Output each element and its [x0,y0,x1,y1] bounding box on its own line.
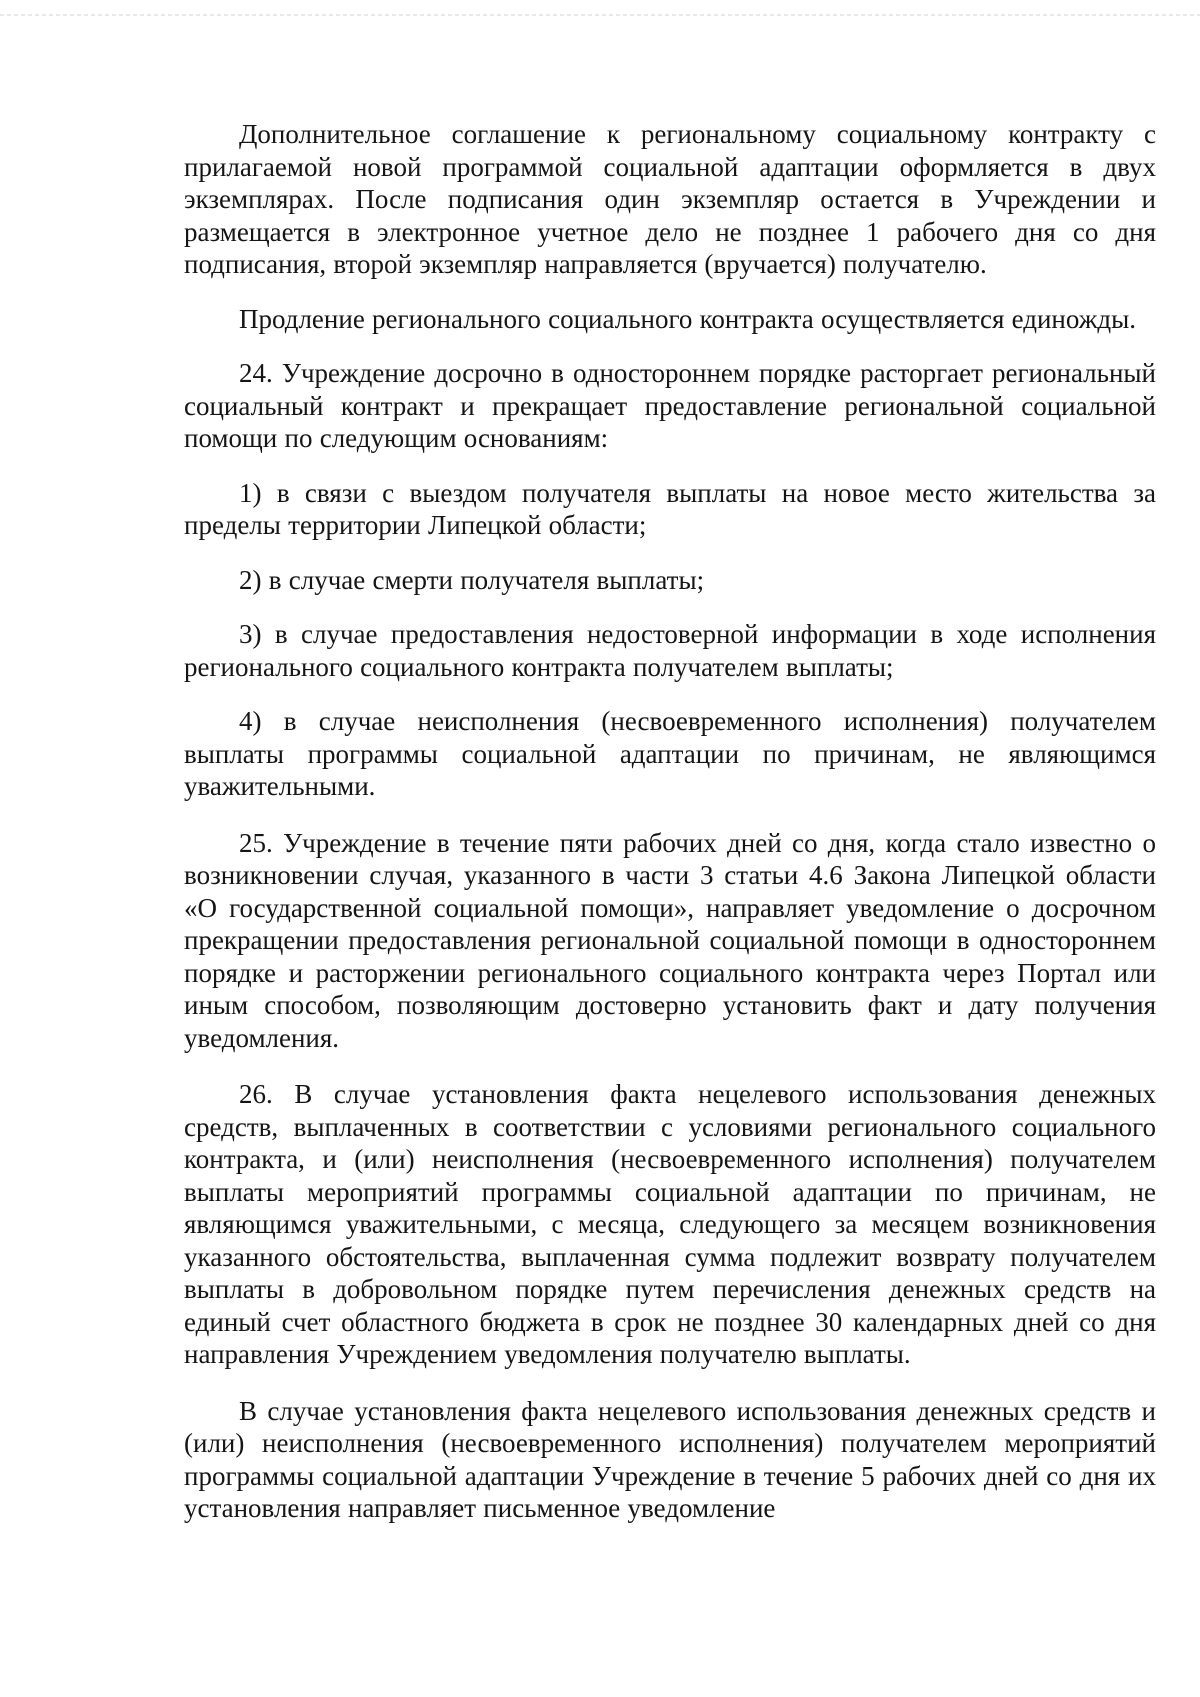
paragraph-clause-24: 24. Учреждение досрочно в одностороннем порядке расторгает региональный социальный контракт и прекращает предоставление региональной социальной помощи по следующим основаниям: [184,358,1156,453]
list-item-1: 1) в связи с выездом получателя выплаты на новое место жительства за пределы территории Липецкой области; [184,477,1156,540]
document-body [184,118,1156,1547]
paragraph-extension: Продление регионального социального контракта осуществляется единожды. [239,303,1136,334]
scan-edge [0,14,1200,16]
list-item-3: 3) в случае предоставления недостоверной информации в ходе исполнения регионального социального контракта получателем выплаты; [184,619,1156,682]
paragraph-misuse-notice: В случае установления факта нецелевого использования денежных средств и (или) неисполнения (несвоевременного исполнения) получателем мероприятий программы социальной адаптации Учреждение в течение 5 рабочих дней со дня их установления направляет письменное уведомление [184,1395,1156,1523]
paragraph-clause-26: 26. В случае установления факта нецелевого использования денежных средств, выплаченных в соответствии с условиями регионального социального контракта, и (или) неисполнения (несвоевременного исполнения) получателем выплаты мероприятий программы социальной адаптации по причинам, не являющимся уважительными, с месяца, следующего за месяцем возникновения указанного обстоятельства, выплаченная сумма подлежит возврату получателем выплаты в добровольном порядке путем перечисления денежных средств на единый счет областного бюджета в срок не позднее 30 календарных дней со дня направления Учреждением уведомления получателю выплаты. [184,1079,1156,1369]
paragraph-additional-agreement: Дополнительное соглашение к региональному социальному контракту с прилагаемой новой программой социальной адаптации оформляется в двух экземплярах. После подписания один экземпляр остается в Учреждении и размещается в электронное учетное дело не позднее 1 рабочего дня со дня подписания, второй экземпляр направляется (вручается) получателю. [184,119,1156,279]
list-item-2: 2) в случае смерти получателя выплаты; [239,564,705,595]
list-item-4: 4) в случае неисполнения (несвоевременного исполнения) получателем выплаты программы социальной адаптации по причинам, не являющимся уважительными. [184,706,1156,801]
paragraph-clause-25: 25. Учреждение в течение пяти рабочих дней со дня, когда стало известно о возникновении случая, указанного в части 3 статьи 4.6 Закона Липецкой области «О государственной социальной помощи», направляет уведомление о досрочном прекращении предоставления региональной социальной помощи в одностороннем порядке и расторжении регионального социального контракта через Портал или иным способом, позволяющим достоверно установить факт и дату получения уведомления. [184,827,1156,1053]
